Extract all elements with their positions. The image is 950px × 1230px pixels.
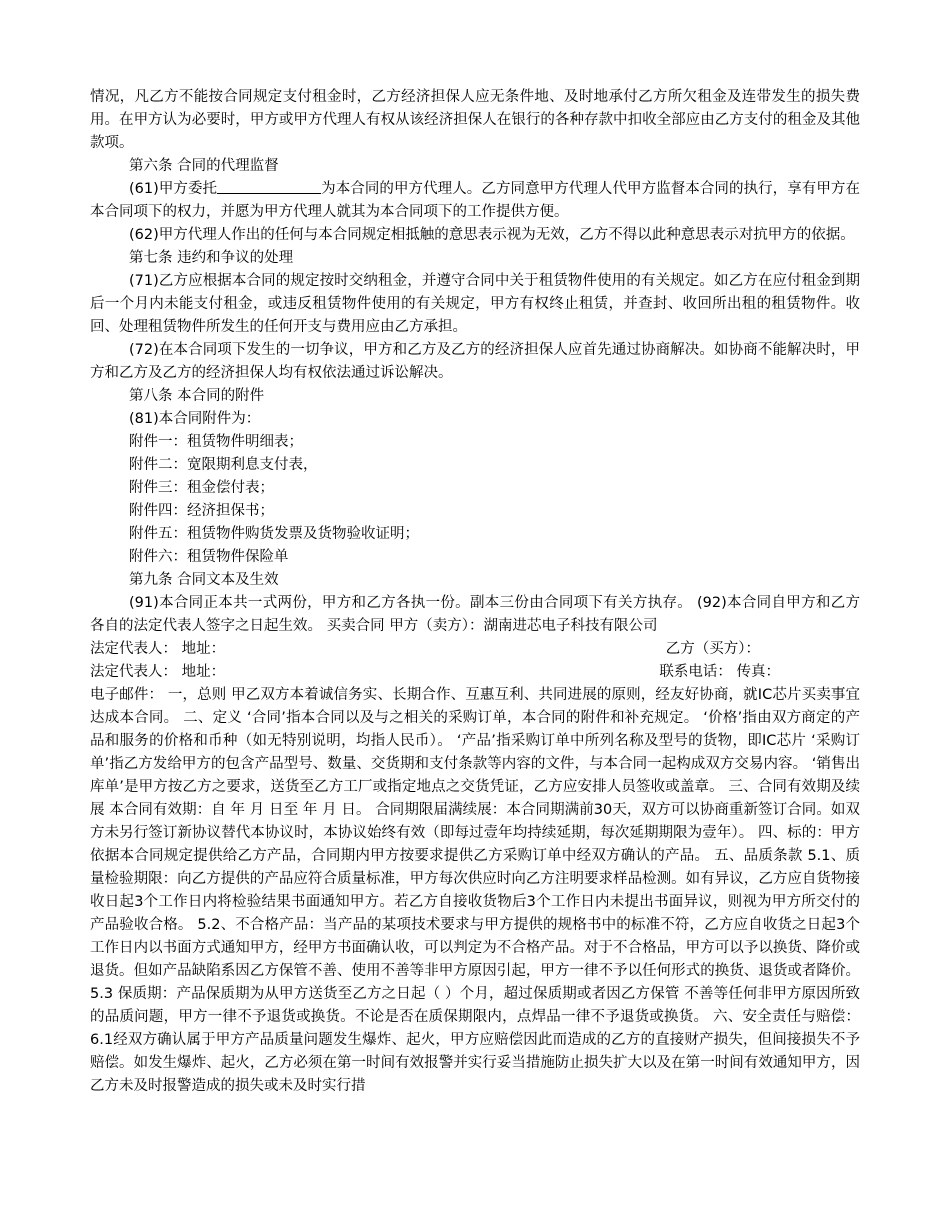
clause-72: (72)在本合同项下发生的一切争议，甲方和乙方及乙方的经济担保人应首先通过协商解决。如协商不能解决时，甲方和乙方及乙方的经济担保人均有权依法通过诉讼解决。 (90, 342, 860, 381)
clause-62: (62)甲方代理人作出的任何与本合同规定相抵触的意思表示视为无效，乙方不得以此种意思表示对抗甲方的依据。 (129, 227, 855, 243)
clause-91-92: (91)本合同正本共一式两份，甲方和乙方各执一份。副本三份由合同项下有关方执存。 (92)本合同自甲方和乙方各自的法定代表人签字之日起生效。 买卖合同 甲方（卖方）：湖南进芯电子科技有限公司 (90, 595, 860, 634)
contact-phone-fax: 联系电话： 传真： (659, 664, 780, 680)
paragraph-guarantor: 情况，凡乙方不能按合同规定支付租金时，乙方经济担保人应无条件地、及时地承付乙方所欠租金及连带发生的损失费用。在甲方认为必要时，甲方或甲方代理人有权从该经济担保人在银行的各种存款中扣收全部应由乙方支付的租金及其他款项。 (90, 89, 860, 151)
clause-61 (90, 178, 860, 224)
representative-row-2 (90, 661, 860, 684)
attachment-1: 附件一：租赁物件明细表； (129, 434, 303, 450)
article-6-heading: 第六条 合同的代理监督 (129, 158, 279, 174)
clause-61-end: 为本合同的甲方代理人。乙方同意甲方代理人代甲方监督本合同的执行，享有甲方在本合同项下的权力，并愿为甲方代理人就其为本合同项下的工作提供方便。 (90, 181, 860, 220)
attachment-6: 附件六：租赁物件保险单 (129, 549, 289, 565)
attachment-5: 附件五：租赁物件购货发票及货物验收证明； (129, 526, 419, 542)
attachment-2: 附件二：宽限期利息支付表， (129, 457, 318, 473)
agent-name-blank (217, 179, 321, 194)
rep-address-1: 法定代表人： 地址： (90, 641, 226, 657)
attachment-4: 附件四：经济担保书； (129, 503, 274, 519)
rep-address-2: 法定代表人： 地址： (90, 664, 226, 680)
article-8-heading: 第八条 本合同的附件 (129, 388, 265, 404)
party-b-label: 乙方（买方）： (665, 641, 760, 657)
clause-81: (81)本合同附件为： (129, 411, 261, 427)
representative-row-1 (90, 638, 860, 661)
sales-contract-body: 电子邮件： 一，总则 甲乙双方本着诚信务实、长期合作、互惠互利、共同进展的原则，经友好协商，就IC芯片买卖事宜达成本合同。 二、定义 ‘合同’指本合同以及与之相关的采购订单，本合同的附件和补充规定。 ‘价格’指由双方商定的产品和服务的价格和币种（如无特别说明，均指人民币）。 ‘产品’指采购订单中所列名称及型号的货物，即IC芯片 ‘采购订单’指乙方发给甲方的包含产品型号、数量、交货期和支付条款等内容的文件，与本合同一起构成双方交易内容。 ‘销售出库单’是甲方按乙方之要求，送货至乙方工厂或指定地点之交货凭证，乙方应安排人员签收或盖章。 三、合同有效期及续展 本合同有效期：自 年 月 日至 年 月 日。 合同期限届满续展：本合同期满前30天，双方可以协商重新签订合同。如双方未另行签订新协议替代本协议时，本协议始终有效（即每过壹年均持续延期，每次延期期限为壹年）。 四、标的：甲方依据本合同规定提供给乙方产品，合同期内甲方按要求提供乙方采购订单中经双方确认的产品。 五、品质条款 5.1、质量检验期限：向乙方提供的产品应符合质量标准，甲方每次供应时向乙方注明要求样品检测。如有异议，乙方应自货物接收日起3个工作日内将检验结果书面通知甲方。若乙方自接收货物后3个工作日内未提出书面异议，则视为甲方所交付的产品验收合格。 5.2、不合格产品：当产品的某项技术要求与甲方提供的规格书中的标准不符，乙方应自收货之日起3个工作日内以书面方式通知甲方，经甲方书面确认收，可以判定为不合格产品。对于不合格品，甲方可以予以换货、降价或退货。但如产品缺陷系因乙方保管不善、使用不善等非甲方原因引起，甲方一律不予以任何形式的换货、退货或者降价。 5.3 保质期：产品保质期为从甲方送货至乙方之日起（ ）个月，超过保质期或者因乙方保管 不善等任何非甲方原因所致的品质问题，甲方一律不予退货或换货。不论是否在质保期限内，点焊品一律不予退货或换货。 六、安全责任与赔偿： 6.1经双方确认属于甲方产品质量问题发生爆炸、起火，甲方应赔偿因此而造成的乙方的直接财产损失，但间接损失不予赔偿。如发生爆炸、起火，乙方必须在第一时间有效报警并实行妥当措施防止损失扩大以及在第一时间有效通知甲方，因乙方未及时报警造成的损失或未及时实行措 (90, 687, 860, 1094)
attachment-3: 附件三：租金偿付表； (129, 480, 274, 496)
clause-71: (71)乙方应根据本合同的规定按时交纳租金，并遵守合同中关于租赁物件使用的有关规定。如乙方在应付租金到期后一个月内未能支付租金，或违反租赁物件使用的有关规定，甲方有权终止租赁，并查封、收回所出租的租赁物件。收回、处理租赁物件所发生的任何开支与费用应由乙方承担。 (90, 273, 860, 335)
article-9-heading: 第九条 合同文本及生效 (129, 572, 279, 588)
clause-61-start: (61)甲方委托 (129, 181, 218, 197)
article-7-heading: 第七条 违约和争议的处理 (129, 250, 294, 266)
